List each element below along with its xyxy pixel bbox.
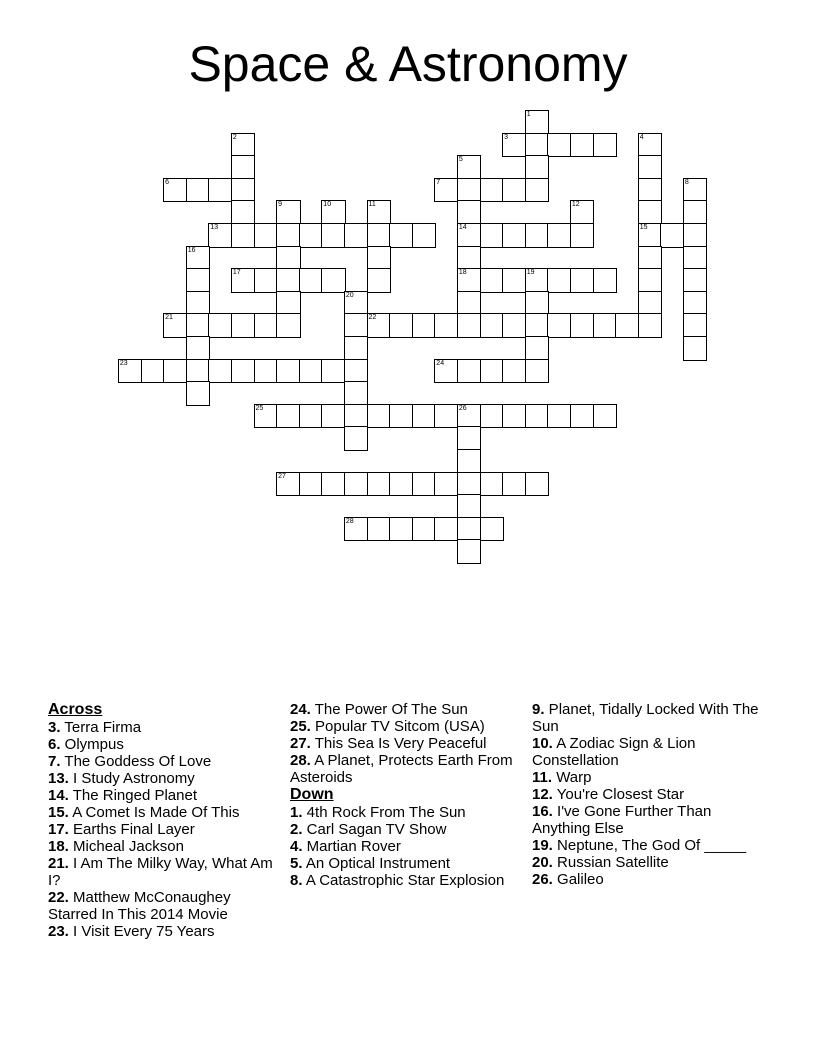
grid-cell[interactable] bbox=[683, 291, 708, 316]
clue-item bbox=[290, 821, 522, 838]
grid-cell[interactable] bbox=[254, 404, 279, 429]
grid-cell[interactable] bbox=[502, 404, 527, 429]
clue-item bbox=[48, 838, 280, 855]
clue-number-label: 26. bbox=[532, 871, 553, 888]
clue-number-label: 13. bbox=[48, 770, 69, 787]
grid-cell[interactable] bbox=[683, 313, 708, 338]
grid-cell[interactable] bbox=[186, 336, 211, 361]
grid-cell[interactable] bbox=[186, 359, 211, 384]
grid-cell[interactable] bbox=[186, 246, 211, 271]
clue-item bbox=[532, 701, 764, 735]
grid-cell[interactable] bbox=[480, 404, 505, 429]
clue-number: 24 bbox=[436, 359, 445, 367]
grid-cell[interactable] bbox=[457, 178, 482, 203]
grid-cell[interactable] bbox=[457, 404, 482, 429]
grid-cell[interactable] bbox=[457, 472, 482, 497]
clue-number-label: 17. bbox=[48, 821, 69, 838]
clue-number: 27 bbox=[278, 472, 286, 480]
grid-cell[interactable] bbox=[457, 517, 482, 542]
clue-number: 13 bbox=[210, 224, 219, 231]
grid-cell[interactable] bbox=[344, 472, 369, 497]
grid-cell[interactable] bbox=[683, 200, 708, 225]
grid-cell[interactable] bbox=[299, 268, 324, 293]
grid-cell[interactable] bbox=[321, 359, 346, 384]
grid-cell[interactable] bbox=[525, 336, 550, 361]
clue-item bbox=[290, 752, 522, 786]
grid-cell[interactable] bbox=[344, 426, 369, 451]
grid-cell[interactable] bbox=[683, 268, 708, 293]
grid-cell[interactable] bbox=[457, 246, 482, 271]
grid-cell[interactable] bbox=[502, 313, 527, 338]
clue-number-label: 2. bbox=[290, 821, 303, 838]
clue-item bbox=[48, 923, 280, 940]
clues-column-1 bbox=[48, 701, 280, 940]
grid-cell[interactable] bbox=[321, 200, 346, 225]
clue-item bbox=[290, 735, 522, 752]
clue-number: 11 bbox=[368, 201, 376, 209]
grid-cell[interactable] bbox=[457, 155, 482, 180]
grid-cell[interactable] bbox=[615, 313, 640, 338]
clue-item bbox=[532, 854, 764, 871]
clue-item bbox=[290, 838, 522, 855]
grid-cell[interactable] bbox=[367, 517, 392, 542]
grid-cell[interactable] bbox=[208, 223, 233, 248]
grid-cell[interactable] bbox=[638, 178, 663, 203]
grid-cell[interactable] bbox=[276, 404, 301, 429]
clue-text: Terra Firma bbox=[60, 719, 142, 736]
clue-item bbox=[48, 736, 280, 753]
grid-cell[interactable] bbox=[638, 200, 663, 225]
clue-text: I Am The Milky Way, What Am I? bbox=[48, 855, 273, 889]
clue-number: 22 bbox=[368, 314, 377, 322]
clue-number-label: 19. bbox=[532, 837, 553, 854]
clue-number-label: 16. bbox=[532, 803, 553, 820]
grid-cell[interactable] bbox=[457, 268, 482, 293]
grid-cell[interactable] bbox=[434, 517, 459, 542]
clue-number: 10 bbox=[323, 201, 332, 209]
grid-cell[interactable] bbox=[638, 223, 663, 248]
clue-item bbox=[532, 769, 764, 786]
grid-cell[interactable] bbox=[118, 359, 143, 384]
clue-number-label: 25. bbox=[290, 718, 311, 735]
clue-text: Earths Final Layer bbox=[68, 821, 195, 838]
grid-cell[interactable] bbox=[321, 223, 346, 248]
clue-number-label: 22. bbox=[48, 889, 69, 906]
clue-item bbox=[290, 872, 522, 889]
grid-cell[interactable] bbox=[163, 359, 188, 384]
grid-cell[interactable] bbox=[457, 200, 482, 225]
grid-cell[interactable] bbox=[457, 539, 482, 564]
clue-number: 14 bbox=[458, 224, 467, 231]
grid-cell[interactable] bbox=[525, 313, 550, 338]
grid-cell[interactable] bbox=[547, 313, 572, 338]
grid-cell[interactable] bbox=[254, 359, 279, 384]
clue-number-label: 3. bbox=[48, 719, 61, 736]
clue-item bbox=[290, 855, 522, 872]
clue-number-label: 28. bbox=[290, 752, 311, 769]
grid-cell[interactable] bbox=[434, 313, 459, 338]
clue-number-label: 21. bbox=[48, 855, 69, 872]
grid-cell[interactable] bbox=[502, 178, 527, 203]
grid-cell[interactable] bbox=[525, 472, 550, 497]
grid-cell[interactable] bbox=[344, 381, 369, 406]
grid-cell[interactable] bbox=[570, 223, 595, 248]
grid-cell[interactable] bbox=[186, 313, 211, 338]
grid-cell[interactable] bbox=[367, 404, 392, 429]
clue-item bbox=[532, 803, 764, 837]
grid-cell[interactable] bbox=[638, 268, 663, 293]
clue-item bbox=[532, 735, 764, 769]
grid-cell[interactable] bbox=[231, 200, 256, 225]
clue-number-label: 20. bbox=[532, 854, 553, 871]
grid-cell[interactable] bbox=[367, 223, 392, 248]
grid-cell[interactable] bbox=[321, 472, 346, 497]
clue-item bbox=[532, 871, 764, 888]
clue-number: 20 bbox=[345, 291, 354, 299]
grid-cell[interactable] bbox=[570, 404, 595, 429]
grid-cell[interactable] bbox=[525, 268, 550, 293]
grid-cell[interactable] bbox=[525, 110, 550, 135]
grid-cell[interactable] bbox=[638, 313, 663, 338]
clue-text: This Sea Is Very Peaceful bbox=[310, 735, 487, 752]
clue-number-label: 1. bbox=[290, 804, 303, 821]
clue-text: The Ringed Planet bbox=[68, 787, 198, 804]
clue-text: A Comet Is Made Of This bbox=[68, 804, 240, 821]
grid-cell[interactable] bbox=[525, 133, 550, 158]
grid-cell[interactable] bbox=[231, 268, 256, 293]
clue-text: 4th Rock From The Sun bbox=[302, 804, 466, 821]
grid-cell[interactable] bbox=[208, 313, 233, 338]
grid-cell[interactable] bbox=[141, 359, 166, 384]
clue-number: 5 bbox=[458, 156, 463, 164]
clue-section-header: Across bbox=[48, 701, 103, 718]
grid-cell[interactable] bbox=[480, 313, 505, 338]
clue-number: 1 bbox=[526, 111, 531, 118]
clue-item bbox=[532, 837, 764, 854]
clue-text: The Goddess Of Love bbox=[60, 753, 212, 770]
clue-number: 28 bbox=[345, 517, 354, 525]
grid-cell[interactable] bbox=[525, 178, 550, 203]
clue-number-label: 15. bbox=[48, 804, 69, 821]
clue-number: 25 bbox=[255, 404, 264, 412]
grid-cell[interactable] bbox=[570, 268, 595, 293]
clue-number: 4 bbox=[639, 133, 644, 141]
clue-text: A Planet, Protects Earth From Asteroids bbox=[290, 752, 513, 786]
grid-cell[interactable] bbox=[321, 404, 346, 429]
grid-cell[interactable] bbox=[276, 359, 301, 384]
clue-item bbox=[48, 787, 280, 804]
clue-item bbox=[290, 804, 522, 821]
clue-section-header: Down bbox=[290, 786, 334, 803]
clue-number: 9 bbox=[278, 201, 282, 209]
grid-cell[interactable] bbox=[163, 178, 188, 203]
grid-cell[interactable] bbox=[457, 426, 482, 451]
grid-cell[interactable] bbox=[231, 359, 256, 384]
clue-number: 6 bbox=[165, 178, 169, 186]
grid-cell[interactable] bbox=[480, 517, 505, 542]
clue-text: Warp bbox=[552, 769, 592, 786]
grid-cell[interactable] bbox=[457, 449, 482, 474]
grid-cell[interactable] bbox=[367, 472, 392, 497]
grid-cell[interactable] bbox=[186, 268, 211, 293]
grid-cell[interactable] bbox=[638, 133, 663, 158]
grid-cell[interactable] bbox=[231, 313, 256, 338]
grid-cell[interactable] bbox=[186, 291, 211, 316]
grid-cell[interactable] bbox=[434, 359, 459, 384]
clue-number: 12 bbox=[571, 201, 580, 209]
clue-text: Planet, Tidally Locked With The Sun bbox=[532, 701, 759, 735]
grid-cell[interactable] bbox=[593, 268, 618, 293]
clue-number: 2 bbox=[232, 133, 237, 141]
clue-text: A Zodiac Sign & Lion Constellation bbox=[532, 735, 696, 769]
grid-cell[interactable] bbox=[389, 223, 414, 248]
clue-number-label: 11. bbox=[532, 769, 553, 786]
grid-cell[interactable] bbox=[344, 359, 369, 384]
clue-number: 3 bbox=[504, 133, 508, 141]
grid-cell[interactable] bbox=[231, 133, 256, 158]
grid-cell[interactable] bbox=[412, 223, 437, 248]
grid-cell[interactable] bbox=[276, 313, 301, 338]
clue-number-label: 23. bbox=[48, 923, 69, 940]
grid-cell[interactable] bbox=[276, 200, 301, 225]
clue-number: 19 bbox=[526, 269, 535, 277]
grid-cell[interactable] bbox=[570, 200, 595, 225]
grid-cell[interactable] bbox=[299, 404, 324, 429]
grid-cell[interactable] bbox=[367, 268, 392, 293]
grid-cell[interactable] bbox=[231, 223, 256, 248]
grid-cell[interactable] bbox=[593, 313, 618, 338]
clue-number-label: 24. bbox=[290, 701, 311, 718]
clue-number-label: 8. bbox=[290, 872, 303, 889]
grid-cell[interactable] bbox=[276, 472, 301, 497]
clue-text: I Visit Every 75 Years bbox=[68, 923, 215, 940]
clue-text: I've Gone Further Than Anything Else bbox=[532, 803, 712, 837]
clue-number-label: 5. bbox=[290, 855, 303, 872]
clue-number-label: 12. bbox=[532, 786, 553, 803]
grid-cell[interactable] bbox=[231, 178, 256, 203]
grid-cell[interactable] bbox=[344, 517, 369, 542]
clue-number-label: 6. bbox=[48, 736, 61, 753]
grid-cell[interactable] bbox=[299, 223, 324, 248]
grid-cell[interactable] bbox=[525, 359, 550, 384]
grid-cell[interactable] bbox=[434, 472, 459, 497]
clue-item bbox=[48, 855, 280, 889]
clue-item bbox=[48, 889, 280, 923]
grid-cell[interactable] bbox=[434, 178, 459, 203]
grid-cell[interactable] bbox=[570, 313, 595, 338]
clue-item bbox=[290, 701, 522, 718]
grid-cell[interactable] bbox=[638, 291, 663, 316]
grid-cell[interactable] bbox=[547, 404, 572, 429]
clue-number-label: 18. bbox=[48, 838, 69, 855]
grid-cell[interactable] bbox=[547, 133, 572, 158]
grid-cell[interactable] bbox=[344, 223, 369, 248]
grid-cell[interactable] bbox=[367, 246, 392, 271]
grid-cell[interactable] bbox=[208, 359, 233, 384]
clue-item bbox=[48, 770, 280, 787]
clue-number-label: 10. bbox=[532, 735, 553, 752]
grid-cell[interactable] bbox=[457, 359, 482, 384]
grid-cell[interactable] bbox=[683, 336, 708, 361]
grid-cell[interactable] bbox=[502, 359, 527, 384]
grid-cell[interactable] bbox=[480, 223, 505, 248]
grid-cell[interactable] bbox=[389, 404, 414, 429]
grid-cell[interactable] bbox=[276, 246, 301, 271]
clue-text: Neptune, The God Of _____ bbox=[552, 837, 747, 854]
clue-number: 23 bbox=[119, 359, 128, 367]
grid-cell[interactable] bbox=[457, 313, 482, 338]
clue-text: The Power Of The Sun bbox=[310, 701, 468, 718]
grid-cell[interactable] bbox=[344, 291, 369, 316]
grid-cell[interactable] bbox=[389, 313, 414, 338]
clue-text: Russian Satellite bbox=[552, 854, 669, 871]
grid-cell[interactable] bbox=[254, 313, 279, 338]
grid-cell[interactable] bbox=[367, 313, 392, 338]
clue-item bbox=[48, 719, 280, 736]
grid-cell[interactable] bbox=[299, 472, 324, 497]
grid-cell[interactable] bbox=[457, 291, 482, 316]
grid-cell[interactable] bbox=[208, 178, 233, 203]
grid-cell[interactable] bbox=[367, 200, 392, 225]
grid-cell[interactable] bbox=[412, 472, 437, 497]
clue-text: Micheal Jackson bbox=[68, 838, 184, 855]
grid-cell[interactable] bbox=[683, 178, 708, 203]
grid-cell[interactable] bbox=[525, 155, 550, 180]
grid-cell[interactable] bbox=[344, 404, 369, 429]
grid-cell[interactable] bbox=[276, 291, 301, 316]
grid-cell[interactable] bbox=[660, 223, 685, 248]
grid-cell[interactable] bbox=[525, 404, 550, 429]
clue-number: 26 bbox=[458, 404, 467, 412]
grid-cell[interactable] bbox=[502, 133, 527, 158]
grid-cell[interactable] bbox=[683, 246, 708, 271]
clue-number: 15 bbox=[639, 224, 648, 231]
grid-cell[interactable] bbox=[186, 178, 211, 203]
clue-text: Galileo bbox=[552, 871, 604, 888]
grid-cell[interactable] bbox=[480, 268, 505, 293]
clue-text: Popular TV Sitcom (USA) bbox=[310, 718, 485, 735]
grid-cell[interactable] bbox=[480, 359, 505, 384]
grid-cell[interactable] bbox=[186, 381, 211, 406]
clue-text: Olympus bbox=[60, 736, 124, 753]
grid-cell[interactable] bbox=[231, 155, 256, 180]
grid-cell[interactable] bbox=[547, 268, 572, 293]
clue-text: You're Closest Star bbox=[552, 786, 685, 803]
clue-text: Matthew McConaughey Starred In This 2014 Movie bbox=[48, 889, 231, 923]
grid-cell[interactable] bbox=[163, 313, 188, 338]
clue-number-label: 4. bbox=[290, 838, 303, 855]
grid-cell[interactable] bbox=[457, 494, 482, 519]
grid-cell[interactable] bbox=[457, 223, 482, 248]
clue-text: Carl Sagan TV Show bbox=[302, 821, 447, 838]
grid-cell[interactable] bbox=[638, 246, 663, 271]
grid-cell[interactable] bbox=[502, 472, 527, 497]
clue-text: Martian Rover bbox=[302, 838, 401, 855]
clue-number-label: 14. bbox=[48, 787, 69, 804]
grid-cell[interactable] bbox=[276, 268, 301, 293]
clue-number: 7 bbox=[436, 178, 441, 186]
clue-item bbox=[532, 786, 764, 803]
clue-number: 21 bbox=[165, 314, 173, 322]
grid-cell[interactable] bbox=[570, 133, 595, 158]
grid-cell[interactable] bbox=[276, 223, 301, 248]
clue-number: 8 bbox=[684, 178, 689, 186]
grid-cell[interactable] bbox=[344, 313, 369, 338]
grid-cell[interactable] bbox=[434, 404, 459, 429]
grid-cell[interactable] bbox=[254, 223, 279, 248]
grid-cell[interactable] bbox=[344, 336, 369, 361]
clue-number: 17 bbox=[232, 269, 241, 277]
grid-cell[interactable] bbox=[480, 178, 505, 203]
clue-text: An Optical Instrument bbox=[302, 855, 451, 872]
grid-cell[interactable] bbox=[389, 472, 414, 497]
grid-cell[interactable] bbox=[412, 313, 437, 338]
grid-cell[interactable] bbox=[412, 404, 437, 429]
grid-cell[interactable] bbox=[502, 223, 527, 248]
clue-number-label: 27. bbox=[290, 735, 311, 752]
clue-item bbox=[48, 821, 280, 838]
grid-cell[interactable] bbox=[480, 472, 505, 497]
clue-text: A Catastrophic Star Explosion bbox=[302, 872, 505, 889]
page-title: Space & Astronomy bbox=[188, 36, 628, 92]
grid-cell[interactable] bbox=[412, 517, 437, 542]
grid-cell[interactable] bbox=[299, 359, 324, 384]
grid-cell[interactable] bbox=[389, 517, 414, 542]
grid-cell[interactable] bbox=[525, 291, 550, 316]
clue-number: 16 bbox=[187, 246, 196, 254]
clues-column-2 bbox=[290, 701, 522, 889]
grid-cell[interactable] bbox=[502, 268, 527, 293]
grid-cell[interactable] bbox=[593, 404, 618, 429]
clue-item bbox=[290, 718, 522, 735]
clues-column-3 bbox=[532, 701, 764, 888]
grid-cell[interactable] bbox=[593, 133, 618, 158]
grid-cell[interactable] bbox=[547, 223, 572, 248]
clue-item bbox=[48, 753, 280, 770]
clue-number-label: 9. bbox=[532, 701, 545, 718]
grid-cell[interactable] bbox=[525, 223, 550, 248]
grid-cell[interactable] bbox=[321, 268, 346, 293]
clue-number: 18 bbox=[458, 269, 467, 277]
grid-cell[interactable] bbox=[638, 155, 663, 180]
clue-item bbox=[48, 804, 280, 821]
clue-number-label: 7. bbox=[48, 753, 61, 770]
clue-text: I Study Astronomy bbox=[68, 770, 195, 787]
grid-cell[interactable] bbox=[683, 223, 708, 248]
grid-cell[interactable] bbox=[254, 268, 279, 293]
